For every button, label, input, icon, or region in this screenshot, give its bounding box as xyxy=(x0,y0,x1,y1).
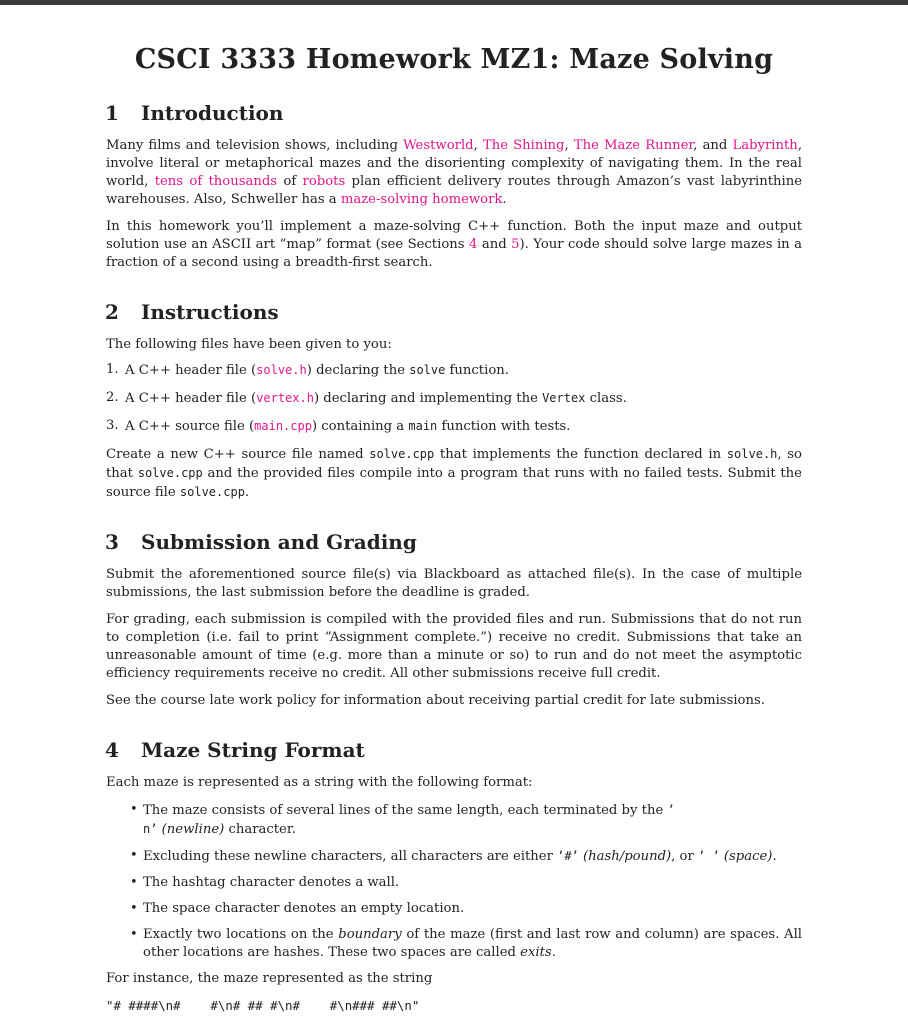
section-number: 1 xyxy=(105,101,119,125)
section-number: 3 xyxy=(105,530,119,554)
format-rules-list xyxy=(106,801,802,962)
list-item: 3. A C++ source file (main.cpp) containing a main function with tests. xyxy=(106,418,571,434)
section-introduction xyxy=(106,101,802,272)
list-item: • The hashtag character denotes a wall. xyxy=(130,875,400,890)
section-title: Maze String Format xyxy=(141,738,365,762)
file-list xyxy=(106,361,802,436)
top-border xyxy=(0,0,908,5)
link-vertex-h[interactable]: vertex.h xyxy=(256,391,314,405)
section-number: 2 xyxy=(105,300,119,324)
section-maze-string-format xyxy=(106,738,802,1013)
maze-string-example: "# ####\n# #\n# ## #\n# #\n### ##\n" xyxy=(106,998,420,1013)
link-westworld[interactable]: Westworld xyxy=(403,138,474,153)
link-labyrinth[interactable]: Labyrinth xyxy=(732,138,798,153)
paragraph: Create a new C++ source file named solve.cpp that implements the function declared in solve.h, so that solve.cpp and the provided files compile into a program that runs with no failed tests. Submit the source file solve.cpp. xyxy=(106,447,802,500)
link-maze-solving-homework[interactable]: maze-solving homework xyxy=(340,192,503,207)
section-number: 4 xyxy=(105,738,119,762)
section-heading xyxy=(105,738,801,762)
section-heading xyxy=(105,530,801,554)
section-heading xyxy=(105,300,801,324)
link-solve-h[interactable]: solve.h xyxy=(256,363,307,377)
list-item: • The space character denotes an empty location. xyxy=(130,901,465,916)
paragraph: Many films and television shows, including Westworld, The Shining, The Maze Runner, and Labyrinth, involve literal or metaphorical mazes and the disorienting complexity of navigating them. In the real world, tens of thousands of robots plan efficient delivery routes through Amazon’s vast labyrinthine warehouses. Also, Schweller has a maze-solving homework. xyxy=(106,138,803,207)
section-title: Submission and Grading xyxy=(141,530,417,554)
link-main-cpp[interactable]: main.cpp xyxy=(254,419,312,433)
link-the-shining[interactable]: The Shining xyxy=(482,138,565,153)
list-item: • The maze consists of several lines of the same length, each terminated by the ’ n’ (newline) character. xyxy=(130,802,675,837)
section-title: Introduction xyxy=(141,101,284,125)
section-instructions xyxy=(106,300,802,502)
page-title: CSCI 3333 Homework MZ1: Maze Solving xyxy=(134,44,774,75)
section-heading xyxy=(105,101,801,125)
ref-section-4[interactable]: 4 xyxy=(469,237,478,252)
list-item: • Exactly two locations on the boundary of the maze (first and last row and column) are spaces. All other locations are hashes. These two spaces are called exits. xyxy=(130,927,803,960)
paragraph: For grading, each submission is compiled with the provided files and run. Submissions that do not run to completion (i.e. fail to print “Assignment complete.”) receive no credit. Submissions that take an unreasonable amount of time (e.g. more than a minute or so) to run and do not meet the asymptotic efficiency requirements receive no credit. All other submissions receive full credit. xyxy=(106,612,802,681)
link-tens-of-thousands[interactable]: tens of thousands xyxy=(154,174,278,189)
paragraph: Each maze is represented as a string with the following format: xyxy=(106,775,533,790)
link-the-maze-runner[interactable]: The Maze Runner xyxy=(573,138,694,153)
section-submission-grading xyxy=(106,530,802,710)
list-item: • Excluding these newline characters, all characters are either ’#’ (hash/pound), or ’ ’ (space). xyxy=(130,848,777,864)
paragraph: In this homework you’ll implement a maze-solving C++ function. Both the input maze and output solution use an ASCII art “map” format (see Sections 4 and 5). Your code should solve large mazes in a fraction of a second using a breadth-first search. xyxy=(106,219,802,270)
paragraph: For instance, the maze represented as the string xyxy=(106,971,433,986)
paragraph: The following files have been given to you: xyxy=(106,337,392,352)
list-item: 1. A C++ header file (solve.h) declaring the solve function. xyxy=(106,362,509,378)
link-robots[interactable]: robots xyxy=(302,174,346,189)
paragraph: Submit the aforementioned source file(s) via Blackboard as attached file(s). In the case of multiple submissions, the last submission before the deadline is graded. xyxy=(106,567,802,600)
document-page xyxy=(106,30,802,1013)
list-item: 2. A C++ header file (vertex.h) declaring and implementing the Vertex class. xyxy=(106,390,627,406)
section-title: Instructions xyxy=(141,300,279,324)
paragraph: See the course late work policy for information about receiving partial credit for late submissions. xyxy=(106,693,765,708)
ref-section-5[interactable]: 5 xyxy=(511,237,520,252)
